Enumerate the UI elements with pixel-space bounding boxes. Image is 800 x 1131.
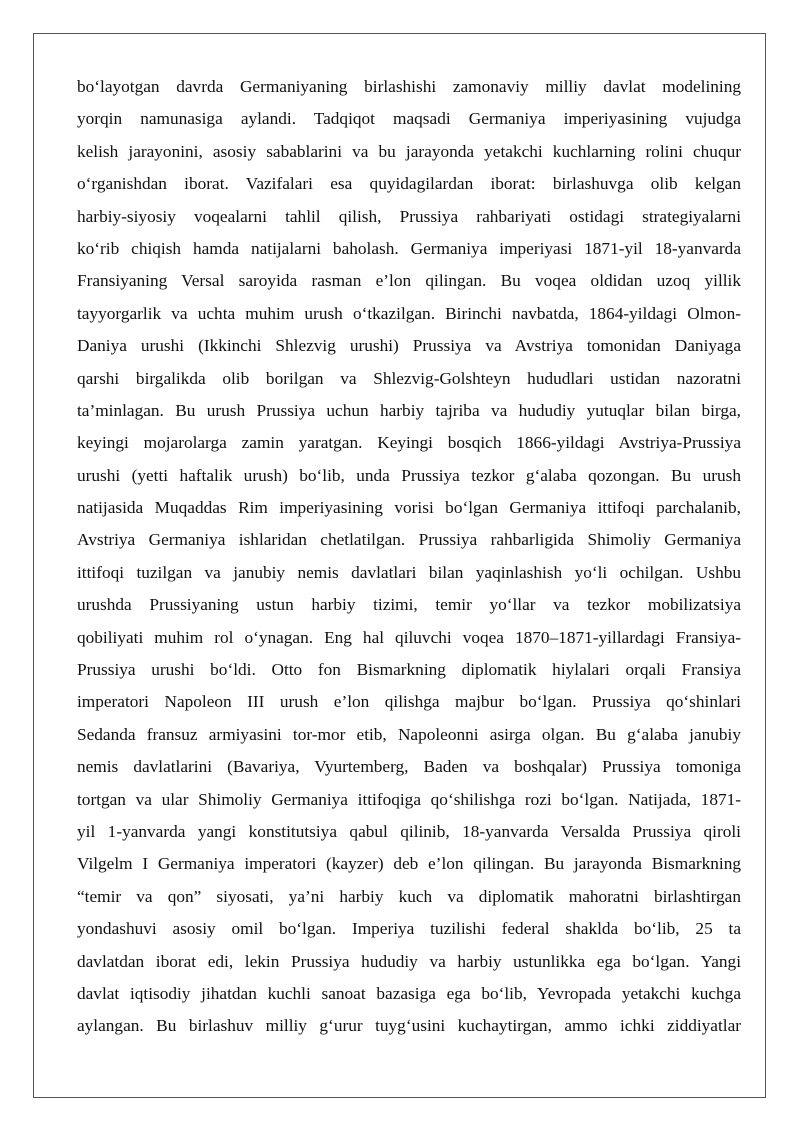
text-line: Prussiya urushi bo‘ldi. Otto fon Bismarkning diplomatik hiylalari orqali Fransiya [77, 660, 741, 680]
text-line: Avstriya Germaniya ishlaridan chetlatilgan. Prussiya rahbarligida Shimoliy Germaniya [77, 530, 741, 550]
text-line: ko‘rib chiqish hamda natijalarni baholash. Germaniya imperiyasi 1871-yil 18-yanvarda [77, 238, 741, 258]
text-line: aylangan. Bu birlashuv milliy g‘urur tuyg‘usini kuchaytirgan, ammo ichki ziddiyatlar [77, 1016, 741, 1036]
text-line: davlat iqtisodiy jihatdan kuchli sanoat bazasiga ega bo‘lib, Yevropada yetakchi kuchga [77, 983, 741, 1003]
text-line: Vilgelm I Germaniya imperatori (kayzer) deb e’lon qilingan. Bu jarayonda Bismarkning [77, 854, 741, 874]
text-line: nemis davlatlarini (Bavariya, Vyurtemberg, Baden va boshqalar) Prussiya tomoniga [77, 757, 741, 777]
text-line: tortgan va ular Shimoliy Germaniya ittifoqiga qo‘shilishga rozi bo‘lgan. Natijada, 1871- [77, 789, 741, 809]
text-line: “temir va qon” siyosati, ya’ni harbiy kuch va diplomatik mahoratni birlashtirgan [77, 886, 741, 906]
text-line: harbiy-siyosiy voqealarni tahlil qilish, Prussiya rahbariyati ostidagi strategiyalarni [77, 206, 741, 226]
text-line: keyingi mojarolarga zamin yaratgan. Keyingi bosqich 1866-yildagi Avstriya-Prussiya [77, 433, 741, 453]
text-line: tayyorgarlik va uchta muhim urush o‘tkazilgan. Birinchi navbatda, 1864-yildagi Olmon- [77, 303, 741, 323]
text-line: urushi (yetti haftalik urush) bo‘lib, unda Prussiya tezkor g‘alaba qozongan. Bu urush [77, 465, 741, 485]
text-line: Sedanda fransuz armiyasini tor-mor etib, Napoleonni asirga olgan. Bu g‘alaba janubiy [77, 724, 741, 744]
text-line: ittifoqi tuzilgan va janubiy nemis davlatlari bilan yaqinlashish yo‘li ochilgan. Ushbu [77, 562, 741, 582]
text-line: ta’minlagan. Bu urush Prussiya uchun harbiy tajriba va hududiy yutuqlar bilan birga, [77, 400, 741, 420]
text-line: yil 1-yanvarda yangi konstitutsiya qabul qilinib, 18-yanvarda Versalda Prussiya qiroli [77, 821, 741, 841]
text-line: yorqin namunasiga aylandi. Tadqiqot maqsadi Germaniya imperiyasining vujudga [77, 109, 741, 129]
text-line: yondashuvi asosiy omil bo‘lgan. Imperiya tuzilishi federal shaklda bo‘lib, 25 ta [77, 919, 741, 939]
text-line: qarshi birgalikda olib borilgan va Shlezvig-Golshteyn hududlari ustidan nazoratni [77, 368, 741, 388]
text-line: Daniya urushi (Ikkinchi Shlezvig urushi) Prussiya va Avstriya tomonidan Daniyaga [77, 336, 741, 356]
body-text [77, 71, 741, 1043]
text-line: Fransiyaning Versal saroyida rasman e’lon qilingan. Bu voqea oldidan uzoq yillik [77, 271, 741, 291]
text-line: bo‘layotgan davrda Germaniyaning birlashishi zamonaviy milliy davlat modelining [77, 77, 741, 96]
text-line: imperatori Napoleon III urush e’lon qilishga majbur bo‘lgan. Prussiya qo‘shinlari [77, 692, 741, 712]
text-line: davlatdan iborat edi, lekin Prussiya hududiy va harbiy ustunlikka ega bo‘lgan. Yangi [77, 951, 741, 971]
text-line: qobiliyati muhim rol o‘ynagan. Eng hal qiluvchi voqea 1870–1871-yillardagi Fransiya- [77, 627, 741, 647]
text-line: kelish jarayonini, asosiy sabablarini va bu jarayonda yetakchi kuchlarning rolini chuqur [77, 141, 741, 161]
text-line: urushda Prussiyaning ustun harbiy tizimi, temir yo‘llar va tezkor mobilizatsiya [77, 595, 741, 615]
text-line: o‘rganishdan iborat. Vazifalari esa quyidagilardan iborat: birlashuvga olib kelgan [77, 174, 741, 194]
text-line: natijasida Muqaddas Rim imperiyasining vorisi bo‘lgan Germaniya ittifoqi parchalanib, [77, 498, 741, 518]
